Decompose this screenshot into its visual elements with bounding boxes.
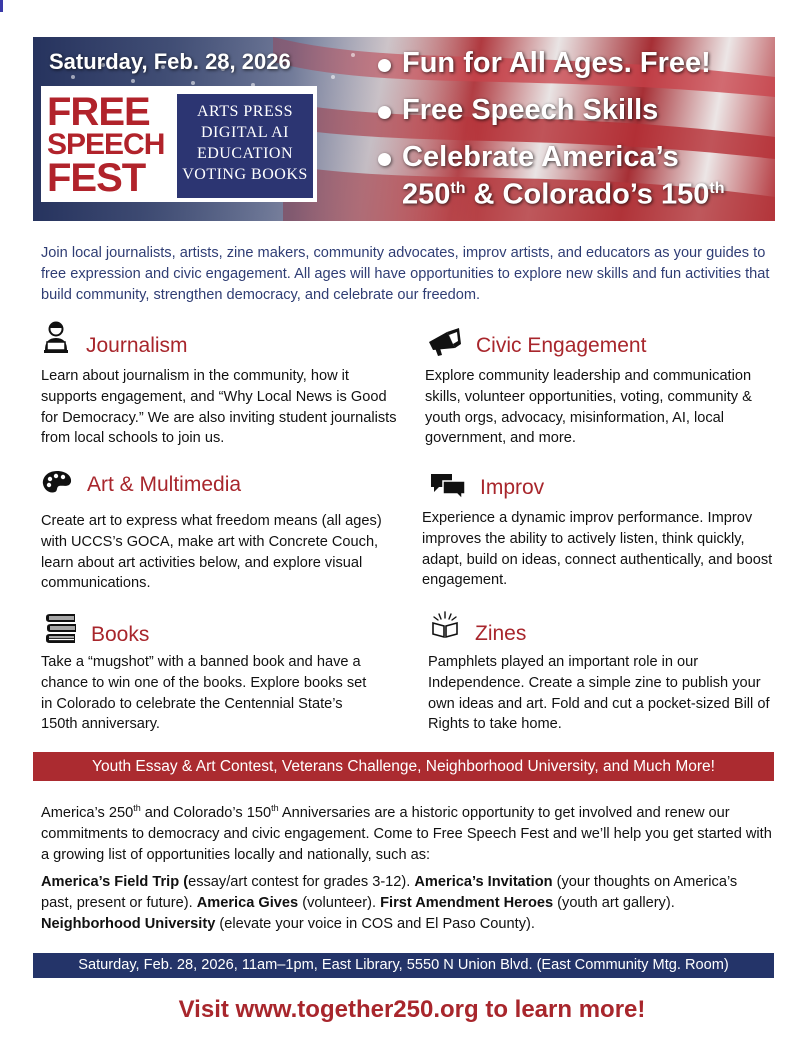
topic-line: ARTS PRESS [196, 103, 294, 120]
bullet-dot-icon [378, 59, 391, 72]
bullet-text: Free Speech Skills [402, 94, 659, 126]
event-details-bar: Saturday, Feb. 28, 2026, 11am–1pm, East Library, 5550 N Union Blvd. (East Community Mtg. Room) [33, 953, 774, 978]
anniversary-text: America’s 250 [41, 804, 134, 821]
intro-paragraph: Join local journalists, artists, zine makers, community advocates, improv artists, and educators as your guides to free expression and civic engagement. All ages will have opportunities to explore new skills and fun activities that build community, strengthen democracy, and celebrate our freedom. [41, 245, 770, 303]
speech-bubbles-icon [430, 472, 466, 500]
topic-line: VOTING BOOKS [182, 166, 308, 183]
journalist-laptop-icon [41, 320, 71, 354]
open-book-sparkle-icon [430, 609, 460, 639]
bullet-text: Fun for All Ages. Free! [402, 47, 711, 79]
free-speech-fest-logo [41, 86, 317, 202]
section-body: Create art to express what freedom means (all ages) with UCCS’s GOCA, make art with Concrete Couch, learn about art activities below, and explore visual communications. [41, 513, 382, 592]
bullet-dot-icon [378, 153, 391, 166]
opportunity-name: America Gives [196, 895, 299, 911]
anniversary-paragraph [41, 798, 781, 866]
opportunity-desc: (youth art gallery). [553, 895, 675, 911]
banner-bullets [378, 47, 725, 211]
superscript: th [709, 180, 725, 197]
banner-date: Saturday, Feb. 28, 2026 [49, 49, 291, 74]
corner-mark [0, 0, 3, 12]
visit-website-link[interactable]: Visit www.together250.org to learn more! [178, 996, 646, 1023]
topic-box [177, 94, 313, 198]
section-body: Experience a dynamic improv performance. Improv improves the ability to actively listen, think quickly, adapt, build on ideas, connect authentically, and boost engagement. [422, 510, 773, 589]
logo-word-free: FREE [47, 90, 150, 134]
opportunity-desc: (elevate your voice in COS and El Paso County). [215, 916, 535, 932]
topic-line: DIGITAL AI [201, 124, 289, 141]
section-title: Zines [475, 622, 527, 645]
section-body: Take a “mugshot” with a banned book and have a chance to win one of the books. Explore books set in Colorado to celebrate the Centennial State’s 150th anniversary. [41, 654, 367, 733]
section-body: Pamphlets played an important role in our Independence. Create a simple zine to publish your own ideas and art. Fold and cut a pocket-sized Bill of Rights to take home. [428, 654, 770, 733]
bullet-skills [378, 94, 725, 126]
section-body: Explore community leadership and communication skills, volunteer opportunities, voting, community & youth orgs, advocacy, misinformation, AI, local government, and more. [425, 368, 752, 447]
logo-word-speech: SPEECH [47, 128, 165, 161]
section-title: Books [91, 623, 150, 646]
section-title: Journalism [86, 334, 188, 357]
section-title: Improv [480, 476, 545, 499]
header-banner [33, 37, 775, 221]
anniversary-text: and Colorado’s 150 [140, 804, 272, 821]
opportunity-name: America’s Field Trip ( [41, 874, 189, 890]
opportunity-desc: (volunteer). [298, 895, 381, 911]
bullet-text-num: 250 [402, 178, 451, 211]
topic-line: EDUCATION [196, 145, 294, 162]
opportunity-name: First Amendment Heroes [380, 895, 554, 911]
superscript: th [450, 180, 466, 197]
opportunity-desc: (your thoughts on America’s past, present or future). [41, 874, 738, 911]
section-title: Civic Engagement [476, 334, 647, 357]
anniversary-text: Anniversaries are a historic opportunity to get involved and renew our commitments to democracy and civic engagement. Come to Free Speech Fest and we’ll help you get started with a growing list of opportunities locally and nationally, such as: [41, 804, 772, 863]
section-body: Learn about journalism in the community, how it supports engagement, and “Why Local News is Good for Democracy.” We are also inviting student journalists from local schools to join us. [41, 368, 397, 447]
bullet-celebrate [378, 141, 725, 211]
opportunities-paragraph [41, 872, 761, 935]
superscript: th [133, 803, 141, 813]
book-stack-icon [44, 613, 78, 645]
bullet-text: Celebrate America’s [402, 141, 679, 173]
megaphone-icon [425, 326, 465, 356]
bullet-dot-icon [378, 106, 391, 119]
opportunity-desc: essay/art contest for grades 3-12). [188, 874, 415, 890]
bullet-text-mid: & Colorado’s 150 [465, 178, 710, 211]
superscript: th [271, 803, 279, 813]
highlights-bar: Youth Essay & Art Contest, Veterans Challenge, Neighborhood University, and Much More! [33, 752, 774, 781]
opportunity-name: Neighborhood University [41, 916, 216, 932]
logo-word-fest: FEST [47, 156, 146, 200]
opportunity-name: America’s Invitation [414, 874, 553, 890]
paint-palette-icon [41, 470, 73, 496]
section-title: Art & Multimedia [87, 473, 242, 496]
bullet-fun [378, 47, 725, 79]
